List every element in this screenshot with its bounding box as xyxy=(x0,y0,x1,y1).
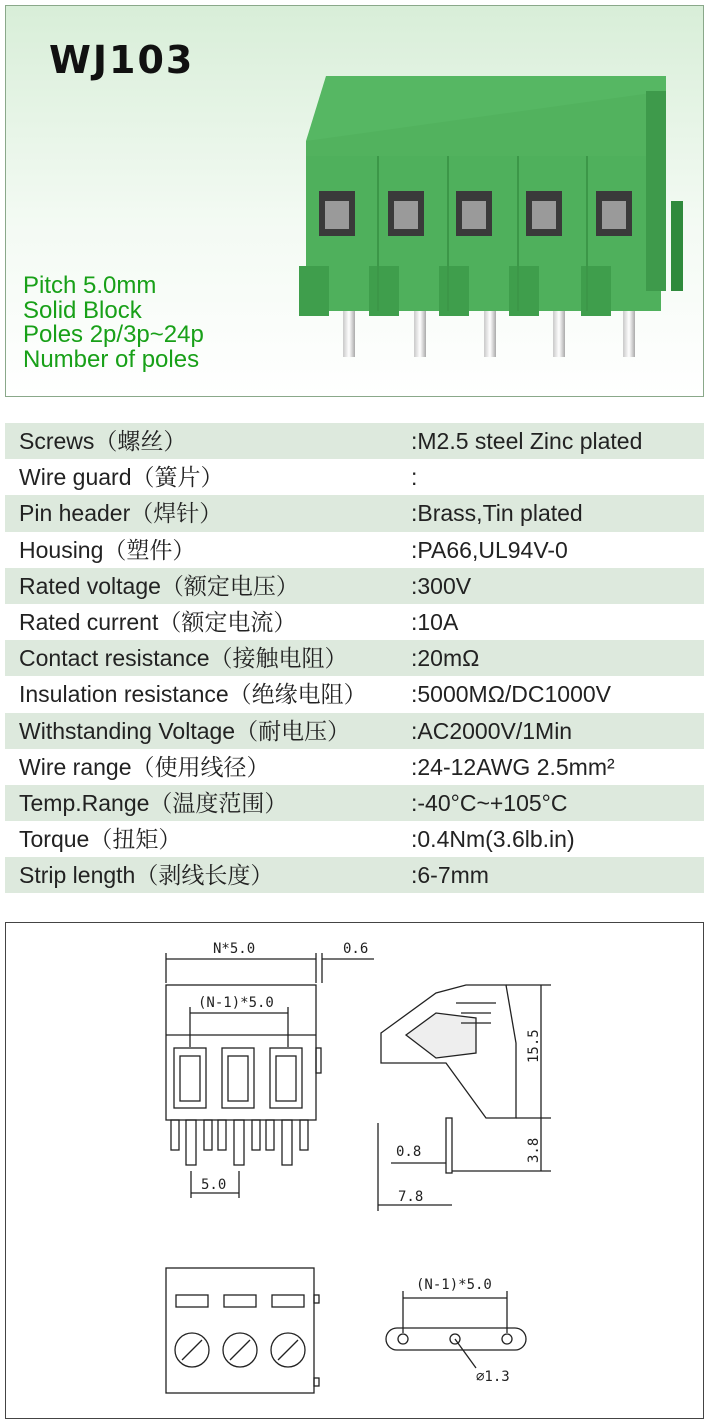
spec-row: Strip length（剥线长度） :6-7mm xyxy=(5,857,704,893)
dim-pin-length: 3.8 xyxy=(526,1137,542,1163)
dim-hole-dia: ⌀1.3 xyxy=(476,1369,510,1385)
spec-row: Screws（螺丝） :M2.5 steel Zinc plated xyxy=(5,423,704,459)
dim-depth: 7.8 xyxy=(398,1189,424,1205)
spec-row: Temp.Range（温度范围） :-40°C~+105°C xyxy=(5,785,704,821)
feature-list xyxy=(23,274,204,372)
spec-row: Torque（扭矩） :0.4Nm(3.6lb.in) xyxy=(19,826,575,853)
spec-row: Contact resistance（接触电阻） :20mΩ xyxy=(5,640,704,676)
spec-row: Pin header（焊针） :Brass,Tin plated xyxy=(5,495,704,531)
spec-row: Withstanding Voltage（耐电压） :AC2000V/1Min xyxy=(5,713,704,749)
technical-drawing xyxy=(5,922,704,1419)
dimension-drawing xyxy=(6,923,703,1418)
spec-row: Insulation resistance（绝缘电阻） :5000MΩ/DC1000V xyxy=(19,681,612,708)
dim-tab: 0.6 xyxy=(343,941,369,957)
spec-table xyxy=(5,423,704,893)
spec-row: Wire guard（簧片） : xyxy=(19,464,418,491)
feature-poles: Poles 2p/3p~24p xyxy=(23,321,204,348)
terminal-block-photo xyxy=(291,71,686,371)
dim-pitch: 5.0 xyxy=(201,1177,227,1193)
dim-pcb-pitch: (N-1)*5.0 xyxy=(416,1277,492,1293)
spec-row: Housing（塑件） :PA66,UL94V-0 xyxy=(19,536,568,563)
feature-pitch: Pitch 5.0mm xyxy=(23,272,157,299)
dim-pin-width: 0.8 xyxy=(396,1144,422,1160)
feature-block: Solid Block xyxy=(23,296,142,324)
spec-row: Wire range（使用线径） :24-12AWG 2.5mm² xyxy=(19,753,615,780)
dim-total-width: N*5.0 xyxy=(213,941,256,957)
product-banner xyxy=(5,5,704,397)
dim-height: 15.5 xyxy=(526,1029,542,1063)
spec-row: Rated voltage（额定电压） :300V xyxy=(5,568,704,604)
model-title: WJ103 xyxy=(49,38,195,82)
feature-number: Number of poles xyxy=(23,345,200,373)
spec-row: Rated current（额定电流） :10A xyxy=(19,608,459,635)
dim-inner-pitch: (N-1)*5.0 xyxy=(198,995,274,1011)
